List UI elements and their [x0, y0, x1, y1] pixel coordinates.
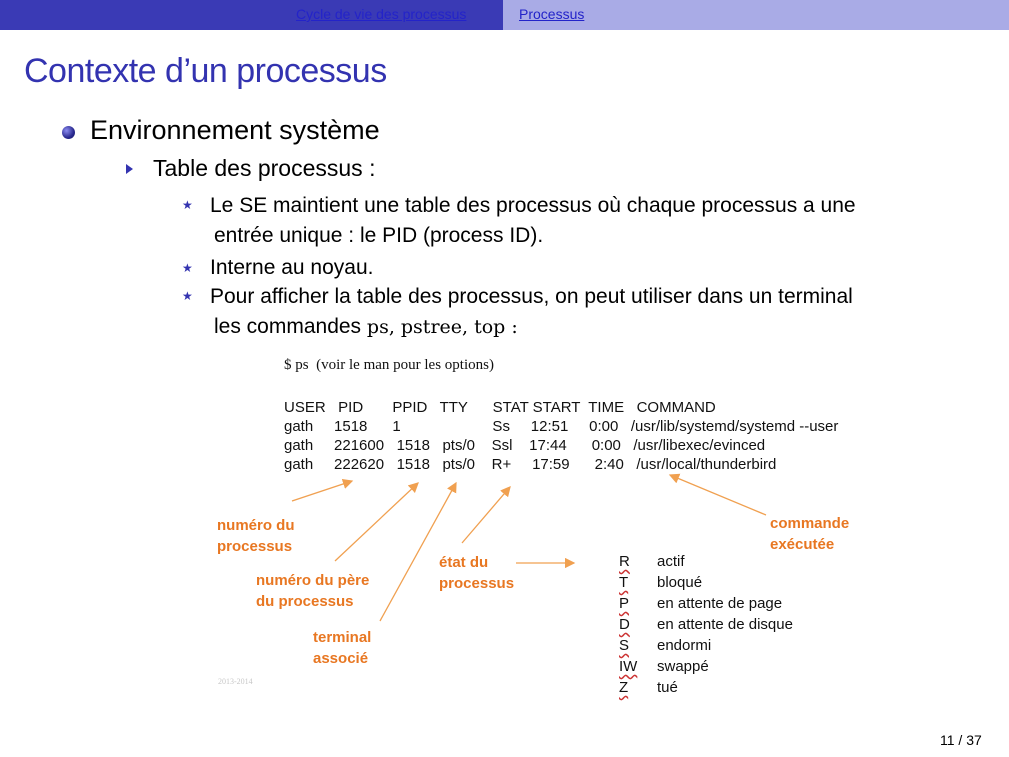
label-etat — [439, 552, 514, 594]
state-code: IW — [619, 658, 638, 675]
ps-row: gath 221600 1518 pts/0 Ssl 17:44 0:00 /usr/libexec/evinced — [284, 437, 766, 454]
state-desc: actif — [657, 553, 685, 570]
arrow-etat — [462, 487, 510, 543]
label-line: associé — [313, 650, 369, 667]
arrow-pere — [335, 483, 418, 561]
nav-bar — [0, 0, 1009, 30]
star-bullet-icon: ★ — [182, 198, 193, 212]
state-code: T — [619, 574, 629, 591]
state-item — [619, 595, 782, 612]
star-bullet-icon: ★ — [182, 261, 193, 275]
state-desc: en attente de page — [657, 595, 783, 612]
arrow-numero — [292, 481, 352, 501]
state-item — [619, 616, 793, 633]
bullet-noyau: Interne au noyau. — [210, 256, 374, 279]
triangle-bullet-icon — [126, 164, 133, 174]
label-terminal — [313, 627, 371, 669]
ball-bullet-icon — [62, 126, 75, 139]
label-line: commande — [770, 515, 850, 532]
state-code: P — [619, 595, 630, 612]
bullet-level2: Table des processus : — [153, 155, 376, 181]
state-item — [619, 574, 702, 591]
state-desc: endormi — [657, 637, 712, 654]
state-code: Z — [619, 679, 629, 696]
label-line: terminal — [313, 629, 372, 646]
label-numero-pere — [256, 570, 369, 612]
state-desc: bloqué — [657, 574, 703, 591]
state-item — [619, 658, 709, 675]
label-line: numéro du — [217, 517, 295, 534]
ps-row: gath 222620 1518 pts/0 R+ 17:59 2:40 /usr/local/thunderbird — [284, 456, 777, 473]
ps-row: gath 1518 1 Ss 12:51 0:00 /usr/lib/systemd/systemd --user — [284, 418, 839, 435]
label-line: processus — [217, 538, 293, 555]
state-item — [619, 637, 711, 654]
ps-figure — [200, 345, 880, 705]
label-line: du processus — [256, 593, 354, 610]
star-bullet-icon: ★ — [182, 289, 193, 303]
label-line: processus — [439, 575, 515, 592]
label-commande — [770, 513, 849, 555]
bullet-pid-line2: entrée unique : le PID (process ID). — [214, 224, 544, 247]
bullet-afficher-line2 — [214, 312, 518, 342]
faint-year-mark: 2013-2014 — [218, 677, 253, 686]
state-code: S — [619, 637, 630, 654]
nav-link-cycle-de-vie[interactable]: Cycle de vie des processus — [296, 6, 467, 22]
state-desc: swappé — [657, 658, 709, 675]
state-code: D — [619, 616, 630, 633]
slide-title: Contexte d’un processus — [24, 52, 387, 90]
label-line: numéro du père — [256, 572, 370, 589]
state-code: R — [619, 553, 630, 570]
commands-prefix: les commandes — [214, 315, 362, 338]
bullet-level1: Environnement système — [90, 115, 380, 145]
bullet-pid-line1: Le SE maintient une table des processus où chaque processus a une — [210, 194, 856, 217]
label-numero-processus — [217, 515, 295, 557]
state-desc: tué — [657, 679, 678, 696]
label-line: exécutée — [770, 536, 835, 553]
state-item — [619, 679, 678, 696]
ps-header: USER PID PPID TTY STAT START TIME COMMAND — [284, 399, 716, 416]
ps-command: $ ps (voir le man pour les options) — [284, 357, 494, 373]
label-line: état du — [439, 554, 489, 571]
state-desc: en attente de disque — [657, 616, 793, 633]
commands-list: ps, pstree, top : — [366, 316, 518, 338]
state-item — [619, 553, 685, 570]
nav-link-processus[interactable]: Processus — [519, 6, 585, 22]
bullet-afficher-line1: Pour afficher la table des processus, on peut utiliser dans un terminal — [210, 285, 853, 308]
arrow-commande — [670, 475, 766, 515]
page-number: 11 / 37 — [940, 732, 982, 748]
